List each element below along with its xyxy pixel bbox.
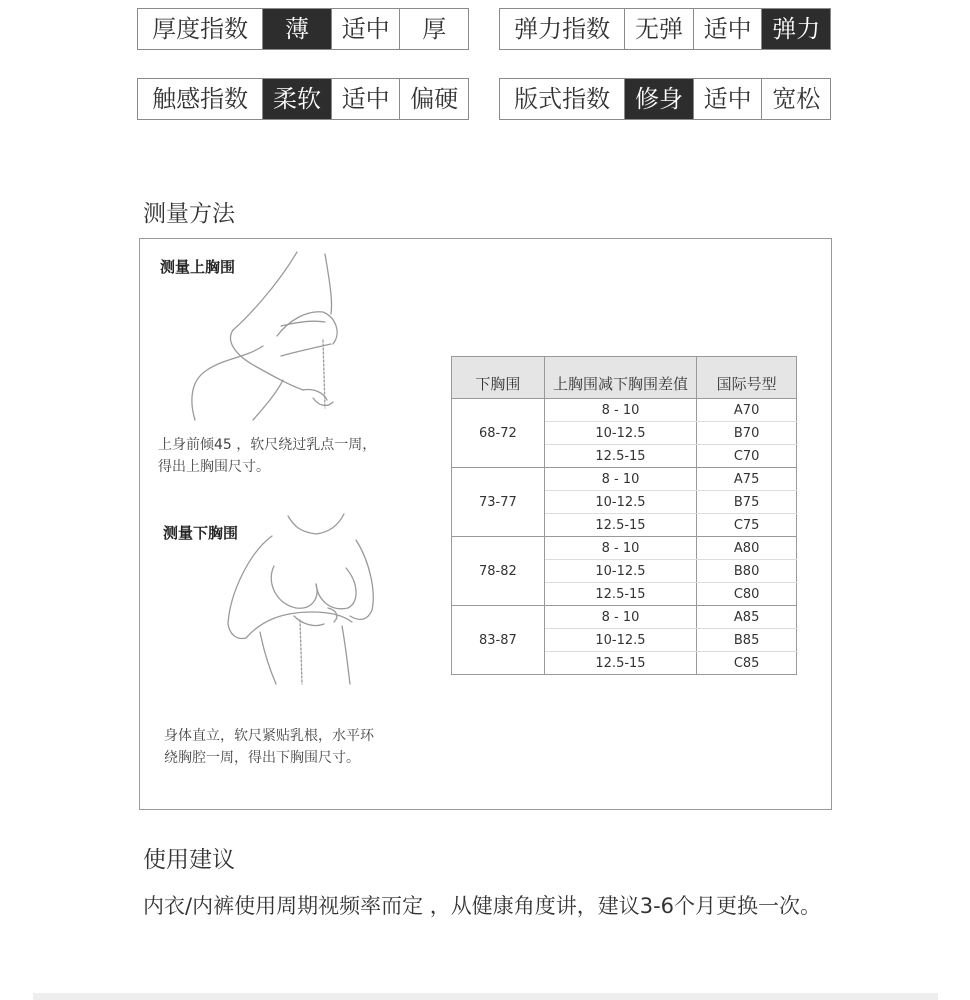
difference-cell: 8 - 10 xyxy=(544,468,697,491)
index-option: 修身 xyxy=(624,79,693,119)
difference-cell: 12.5-15 xyxy=(544,514,697,537)
lower-bust-desc xyxy=(164,725,374,769)
advice-title: 使用建议 xyxy=(143,847,235,873)
difference-cell: 10-12.5 xyxy=(544,560,697,583)
table-header-row xyxy=(452,357,797,399)
size-cell: A75 xyxy=(697,468,797,491)
difference-cell: 10-12.5 xyxy=(544,422,697,445)
upper-bust-desc xyxy=(158,434,376,478)
upper-bust-label: 测量上胸围 xyxy=(160,258,236,276)
index-name: 触感指数 xyxy=(152,85,249,113)
upper-bust-figure xyxy=(185,248,375,423)
under-bust-cell: 83-87 xyxy=(452,606,545,675)
touch-index xyxy=(137,78,469,120)
index-option: 适中 xyxy=(693,9,762,49)
index-option: 宽松 xyxy=(761,79,830,119)
lower-desc-line: 身体直立，软尺紧贴乳根，水平环 xyxy=(164,728,374,744)
difference-cell: 12.5-15 xyxy=(544,583,697,606)
difference-cell: 12.5-15 xyxy=(544,652,697,675)
size-cell: B80 xyxy=(697,560,797,583)
under-bust-cell: 73-77 xyxy=(452,468,545,537)
lower-bust-figure xyxy=(220,512,390,687)
under-bust-cell: 68-72 xyxy=(452,399,545,468)
lower-bust-label: 测量下胸围 xyxy=(163,524,239,542)
size-cell: C70 xyxy=(697,445,797,468)
index-option: 柔软 xyxy=(262,79,331,119)
index-option: 无弹 xyxy=(624,9,693,49)
size-cell: B85 xyxy=(697,629,797,652)
size-table xyxy=(451,356,797,675)
size-cell: C80 xyxy=(697,583,797,606)
upper-desc-line: 得出上胸围尺寸。 xyxy=(158,459,270,475)
header-difference: 上胸围减下胸围差值 xyxy=(544,357,697,399)
advice-text: 内衣/内裤使用周期视频率而定 ，从健康角度讲，建议3-6个月更换一次。 xyxy=(143,894,822,918)
difference-cell: 8 - 10 xyxy=(544,537,697,560)
under-bust-cell: 78-82 xyxy=(452,537,545,606)
table-row xyxy=(452,468,797,491)
size-cell: A70 xyxy=(697,399,797,422)
size-cell: B70 xyxy=(697,422,797,445)
size-cell: C75 xyxy=(697,514,797,537)
index-option: 薄 xyxy=(262,9,331,49)
index-name: 版式指数 xyxy=(514,85,611,113)
difference-cell: 8 - 10 xyxy=(544,606,697,629)
table-row xyxy=(452,537,797,560)
table-row xyxy=(452,399,797,422)
lower-desc-line: 绕胸腔一周，得出下胸围尺寸。 xyxy=(164,750,360,766)
measure-title: 测量方法 xyxy=(143,201,235,227)
elasticity-index xyxy=(499,8,831,50)
index-option: 适中 xyxy=(331,9,400,49)
index-option: 弹力 xyxy=(761,9,830,49)
index-option: 厚 xyxy=(399,9,468,49)
difference-cell: 10-12.5 xyxy=(544,629,697,652)
difference-cell: 12.5-15 xyxy=(544,445,697,468)
fit-index xyxy=(499,78,831,120)
difference-cell: 10-12.5 xyxy=(544,491,697,514)
size-cell: A80 xyxy=(697,537,797,560)
table-row xyxy=(452,606,797,629)
thickness-index xyxy=(137,8,469,50)
index-name: 厚度指数 xyxy=(152,15,249,43)
size-cell: B75 xyxy=(697,491,797,514)
index-name: 弹力指数 xyxy=(514,15,611,43)
index-option: 适中 xyxy=(693,79,762,119)
size-cell: A85 xyxy=(697,606,797,629)
index-option: 偏硬 xyxy=(399,79,468,119)
size-cell: C85 xyxy=(697,652,797,675)
index-option: 适中 xyxy=(331,79,400,119)
header-size: 国际号型 xyxy=(697,357,797,399)
header-under-bust: 下胸围 xyxy=(452,357,545,399)
footer-divider xyxy=(33,993,938,1000)
difference-cell: 8 - 10 xyxy=(544,399,697,422)
upper-desc-line: 上身前倾45 ，软尺绕过乳点一周， xyxy=(158,437,377,453)
